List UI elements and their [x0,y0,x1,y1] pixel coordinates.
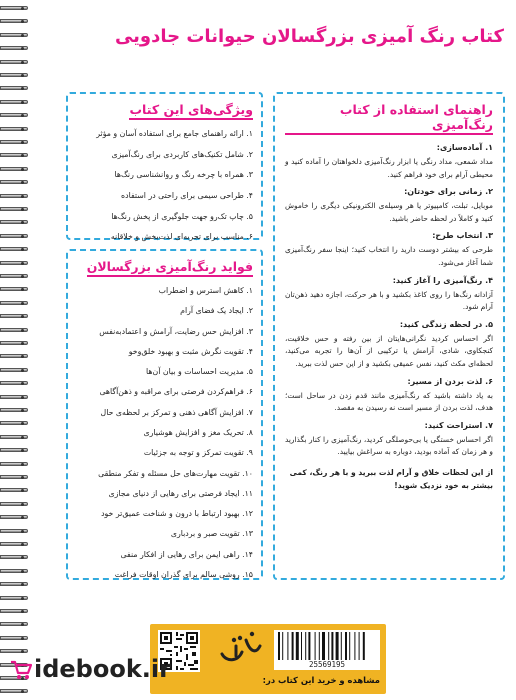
spiral-coil [0,555,28,559]
spiral-coil [0,153,28,157]
publisher-logo-icon [216,628,264,668]
spiral-coil [0,596,28,600]
guide-step-heading: ۴. رنگ‌آمیزی را آغاز کنید: [392,275,493,285]
barcode-bar [296,632,299,660]
spiral-coil [0,220,28,224]
spiral-coil [0,636,28,640]
spiral-coil [0,207,28,211]
list-item: ۱۴. راهی ایمن برای رهایی از افکار منفی [120,549,253,559]
features-box [66,92,263,240]
spiral-coil [0,274,28,278]
guide-step-text: به یاد داشته باشید که رنگ‌آمیزی مانند قدم زدن در ساحل است؛ هدف، لذت بردن از مسیر است نه رسیدن به مقصد. [285,390,493,413]
benefits-list [76,285,253,581]
spiral-coil [0,435,28,439]
spiral-coil [0,127,28,131]
list-item: ۵. چاپ تک‌رو جهت جلوگیری از پخش رنگ‌ها [111,211,253,221]
barcode-bar [319,632,320,660]
spiral-coil [0,167,28,171]
list-item: ۱. کاهش استرس و اضطراب [158,286,253,295]
spiral-coil [0,488,28,492]
list-item: ۹. تقویت تمرکز و توجه به جزئیات [143,448,253,458]
spiral-coil [0,689,28,693]
barcode-bar [345,632,347,660]
spiral-coil [0,542,28,546]
spiral-coil [0,502,28,506]
barcode-bar [305,632,306,660]
spiral-coil [0,100,28,104]
spiral-coil [0,381,28,385]
spiral-coil [0,287,28,291]
list-item: ۵. مدیریت احساسات و بیان آن‌ها [146,367,253,377]
guide-step-text: اگر احساس کردید نگرانی‌هایتان از بین رفته و حس خلاقیت، کنجکاوی، شادی، آرامش یا ترکیبی از آن‌ها را تجربه می‌کنید، لحظه‌ای مکث کنید، نفس عمیقی بکشید و از این حس لذت ببرید. [285,333,493,368]
spiral-coil [0,60,28,64]
spiral-coil [0,341,28,345]
list-item: ۱۳. تقویت صبر و بردباری [170,529,253,539]
spiral-coil [0,328,28,332]
list-item: ۴. تقویت نگرش مثبت و بهبود خلق‌وخو [128,346,253,356]
spiral-coil [0,395,28,399]
list-item: ۱۱. ایجاد فرصتی برای رهایی از دنیای مجازی [108,488,253,498]
list-item: ۱. ارائه راهنمای جامع برای استفاده آسان و مؤثر [96,129,253,138]
barcode-bar [308,632,310,660]
guide-closing: از این لحظات خلاق و آرام لذت ببرید و با هر رنگ، کمی بیشتر به خود نزدیک شوید! [289,467,493,490]
spiral-coil [0,73,28,77]
guide-step-text: مداد شمعی، مداد رنگی یا ابزار رنگ‌آمیزی دلخواهتان را آماده کنید و محیطی آرام برای خود فراهم کنید. [285,157,493,179]
spiral-coil [0,113,28,117]
spiral-coil [0,19,28,23]
list-item: ۲. ایجاد یک فضای آرام [180,306,253,316]
spiral-coil [0,622,28,626]
list-item: ۱۵. روشی سالم برای گذران اوقات فراغت [114,569,253,579]
watermark-text: idebook.ir [34,655,171,683]
guide-step-heading: ۲. زمانی برای خودتان: [404,187,493,197]
spiral-coil [0,515,28,519]
guide-step-text: آزادانه رنگ‌ها را روی کاغذ بکشید و با هر حرکت، اجازه دهید ذهن‌تان آرام شود. [285,289,493,312]
spiral-coil [0,234,28,238]
list-item: ۳. همراه با چرخه رنگ و روانشناسی رنگ‌ها [114,170,253,180]
guide-step-heading: ۱. آماده‌سازی: [436,143,493,152]
purchase-caption: مشاهده و خرید این کتاب در: [262,675,380,685]
spiral-coil [0,649,28,653]
barcode-number: 25569195 [308,660,346,669]
list-item: ۳. افزایش حس رضایت، آرامش و اعتماد‌به‌نفس [99,326,253,336]
spiral-coil [0,475,28,479]
barcode-bar [282,632,283,660]
spiral-coil [0,408,28,412]
spiral-coil [0,247,28,251]
list-item: ۷. افزایش آگاهی ذهنی و تمرکز بر لحظه‌ی حال [100,407,253,417]
cart-icon [10,660,32,680]
benefits-box [66,249,263,580]
spiral-coil [0,354,28,358]
barcode-bar [322,632,325,660]
guide-step-heading: ۵. در لحظه زندگی کنید: [399,319,493,329]
spiral-coil [0,301,28,305]
barcode-bar [278,632,280,660]
barcode-bar [349,632,350,660]
list-item: ۶. فراهم‌کردن فرصتی برای مراقبه و ذهن‌آگاهی [99,387,253,397]
barcode-bar [287,632,288,660]
barcode-bar [301,632,302,660]
guide-step-heading: ۳. انتخاب طرح: [432,231,493,241]
barcode-bar [328,632,329,660]
guide-step-text: اگر احساس خستگی یا بی‌حوصلگی کردید، رنگ‌آمیزی را کنار بگذارید و هر زمان که آماده بودید، دوباره به سراغش بیایید. [285,434,493,457]
features-heading: ویژگی‌های این کتاب [76,102,253,120]
guide-step-heading: ۷. استراحت کنید: [424,420,493,430]
spiral-coil [0,368,28,372]
spiral-coil [0,421,28,425]
barcode-bar [359,632,360,660]
barcode-bar [336,632,339,660]
barcode-bar [354,632,355,660]
spiral-coil [0,194,28,198]
guide-heading: راهنمای استفاده از کتاب رنگ‌آمیزی [285,102,493,135]
barcode-bar [331,632,333,660]
purchase-strip [150,624,386,694]
spiral-coil [0,569,28,573]
barcode-bar [363,632,365,660]
guide-step-text: طرحی که بیشتر دوست دارید را انتخاب کنید؛ اینجا سفر رنگ‌آمیزی شما آغاز می‌شود. [285,245,493,267]
spiral-coil [0,462,28,466]
barcode-icon [274,630,380,670]
list-item: ۱۲. بهبود ارتباط با درون و شناخت عمیق‌تر خود [101,509,253,519]
guide-step-text: موبایل، تبلت، کامپیوتر یا هر وسیله‌ی الکترونیکی دیگری را خاموش کنید و کاملاً در لحظه حاضر باشید. [285,201,493,223]
spiral-coil [0,582,28,586]
benefits-heading: فواید رنگ‌آمیزی بزرگسالان [76,259,253,277]
spiral-coil [0,33,28,37]
list-item: ۴. طراحی سیمی برای راحتی در استفاده [121,191,253,201]
guide-steps [285,143,493,459]
spiral-coil [0,609,28,613]
spiral-coil [0,314,28,318]
list-item: ۱۰. تقویت مهارت‌های حل مسئله و تفکر منطقی [98,468,253,478]
barcode-bar [341,632,342,660]
page-title: کتاب رنگ آمیزی بزرگسالان حیوانات جادویی [114,26,504,47]
list-item: ۸. تحریک مغز و افزایش هوشیاری [143,427,253,437]
list-item: ۲. شامل تکنیک‌های کاربردی برای رنگ‌آمیزی [111,149,253,159]
spiral-coil [0,46,28,50]
spiral-binding-icon [0,0,30,700]
spiral-coil [0,448,28,452]
site-watermark [10,655,171,683]
barcode-bar [292,632,294,660]
spiral-coil [0,529,28,533]
spiral-coil [0,6,28,10]
spiral-coil [0,86,28,90]
list-item: ۶. مناسب برای تجربه‌ای لذت‌بخش و خلاقانه [110,232,253,242]
spiral-coil [0,180,28,184]
barcode-bar [315,632,316,660]
spiral-coil [0,261,28,265]
spiral-coil [0,140,28,144]
guide-step-heading: ۶. لذت بردن از مسیر: [407,376,493,386]
guide-box [273,92,505,580]
features-list [76,128,253,244]
